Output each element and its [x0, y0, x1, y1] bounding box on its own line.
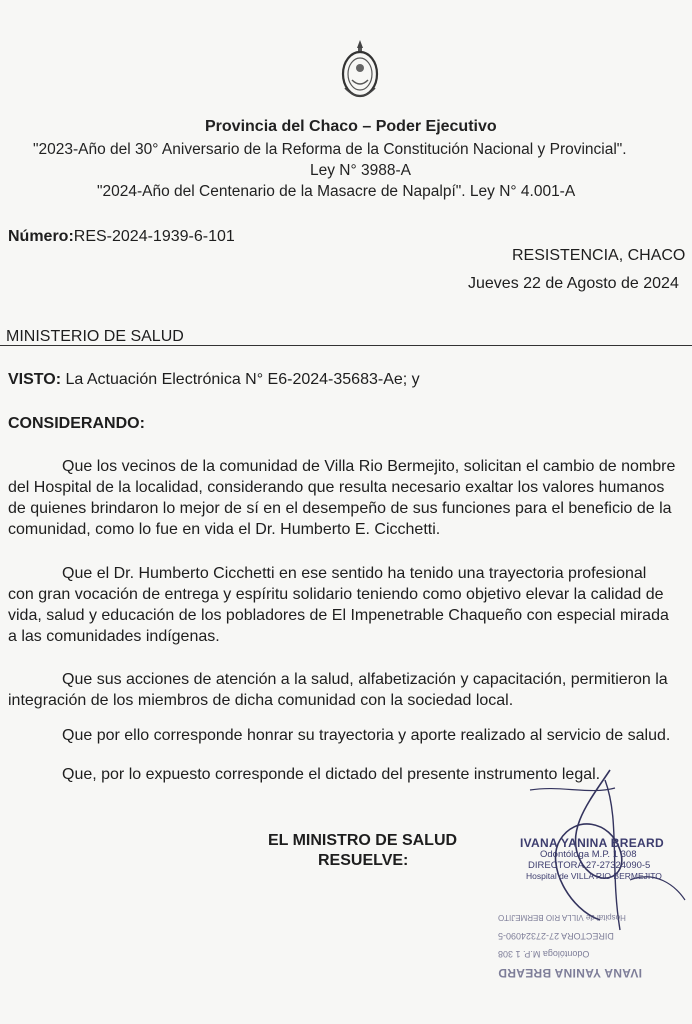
province-seal-icon — [337, 38, 383, 106]
resolve-minister: EL MINISTRO DE SALUD — [268, 832, 458, 849]
resolve-label: RESUELVE: — [318, 852, 409, 869]
date: Jueves 22 de Agosto de 2024 — [468, 275, 679, 292]
considerando-label: CONSIDERANDO: — [8, 415, 145, 432]
numero-row — [8, 228, 235, 246]
visto-row — [8, 371, 420, 389]
official-stamp — [520, 838, 692, 898]
place: RESISTENCIA, CHACO — [512, 247, 686, 264]
visto-label: VISTO: — [8, 371, 62, 388]
paragraph-1-line-4: comunidad, como lo fue en vida el Dr. Humberto E. Cicchetti. — [8, 521, 441, 538]
motto-2024: "2024-Año del Centenario de la Masacre de Napalpí". Ley N° 4.001-A — [97, 183, 576, 200]
paragraph-2-line-3: vida, salud y educación de los pobladores de El Impenetrable Chaqueño con especial mirada — [8, 607, 669, 624]
stamp-title: Odontóloga M.P. 1 308 — [540, 849, 637, 860]
motto-2023-line1: "2023-Año del 30° Aniversario de la Reforma de la Constitución Nacional y Provincial". — [33, 141, 627, 158]
numero-value: RES-2024-1939-6-101 — [73, 228, 235, 245]
stamp-mirror-role: DIRECTORA 27-27324090-5 — [498, 931, 614, 941]
ministry-name: MINISTERIO DE SALUD — [6, 328, 184, 345]
paragraph-1-line-2: del Hospital de la localidad, considerando que resulta necesario exaltar los valores humanos — [8, 479, 665, 496]
paragraph-3-line-1: Que sus acciones de atención a la salud, alfabetización y capacitación, permitieron la — [62, 671, 668, 688]
paragraph-5-line-1: Que, por lo expuesto corresponde el dictado del presente instrumento legal. — [62, 766, 601, 783]
stamp-mirror-name: IVANA YANINA BREARD — [498, 966, 642, 980]
paragraph-3-line-2: integración de los miembros de dicha comunidad con la sociedad local. — [8, 692, 514, 709]
paragraph-1-line-3: de quienes brindaron lo mejor de sí en el desempeño de sus funciones para el beneficio de la — [8, 500, 672, 517]
numero-label: Número: — [8, 228, 74, 245]
stamp-bleed-through — [498, 912, 692, 982]
paragraph-2-line-1: Que el Dr. Humberto Cicchetti en ese sentido ha tenido una trayectoria profesional — [62, 565, 647, 582]
paragraph-2-line-2: con gran vocación de entrega y espíritu solidario teniendo como objetivo elevar la calidad de — [8, 586, 664, 603]
stamp-mirror-org: Hospital de VILLA RIO BERMEJITO — [498, 913, 626, 922]
stamp-name: IVANA YANINA BREARD — [520, 836, 664, 850]
paragraph-1-line-1: Que los vecinos de la comunidad de Villa Rio Bermejito, solicitan el cambio de nombre — [62, 458, 676, 475]
paragraph-4-line-1: Que por ello corresponde honrar su trayectoria y aporte realizado al servicio de salud. — [62, 727, 671, 744]
ministry-divider — [0, 345, 692, 346]
stamp-role: DIRECTORA 27-27324090-5 — [528, 860, 651, 871]
province-heading: Provincia del Chaco – Poder Ejecutivo — [205, 118, 497, 135]
motto-2023-line2: Ley N° 3988-A — [310, 162, 411, 179]
paragraph-2-line-4: a las comunidades indígenas. — [8, 628, 220, 645]
visto-text: La Actuación Electrónica N° E6-2024-35683-Ae; y — [61, 371, 420, 388]
stamp-org: Hospital de VILLA RIO BERMEJITO — [526, 871, 662, 881]
stamp-mirror-title: Odontóloga M.P. 1 308 — [498, 949, 590, 959]
